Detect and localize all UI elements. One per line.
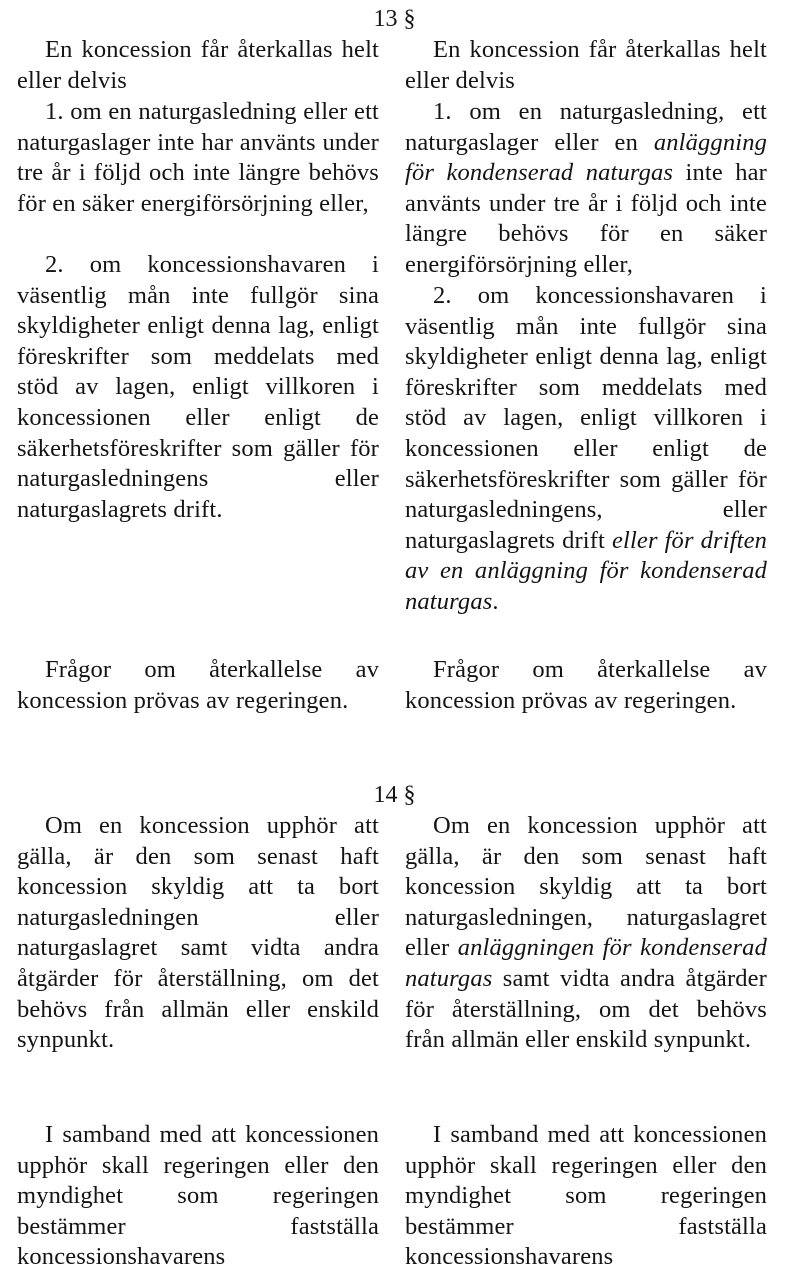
sec14-right-cessation: I samband med att koncessionen upphör skall regeringen eller den myndighet som regeringen bestämmer fastställa koncessionshavarens bbox=[405, 1121, 767, 1271]
sec13-right-p2-emphasis: eller för driften av en anläggning för kondenserad naturgas bbox=[405, 526, 767, 615]
sec13-left-intro: En koncession får återkallas helt eller delvis bbox=[17, 36, 379, 94]
sec13-left-point-2: 2. om koncessionshavaren i väsentlig mån inte fullgör sina skyldigheter enligt denna lag, enligt föreskrifter som meddelats med stöd av lagen, enligt villkoren i koncessionen eller enligt de säkerhetsföreskrifter som gäller för naturgasledningens eller naturgaslagrets drift. bbox=[17, 251, 379, 523]
sec14-right-removal-duty bbox=[405, 811, 767, 1056]
sec13-right-revocation-note: Frågor om återkallelse av koncession prövas av regeringen. bbox=[405, 656, 767, 714]
sec13-right-intro: En koncession får återkallas helt eller delvis bbox=[405, 36, 767, 94]
sec14-left-removal-duty: Om en koncession upphör att gälla, är den som senast haft koncession skyldig att ta bort naturgasledningen eller naturgaslagret samt vidta andra åtgärder för återställning, om det behövs från allmän eller enskild synpunkt. bbox=[17, 812, 379, 1054]
sec13-right-point-2 bbox=[405, 281, 767, 618]
sec14-right-p1-text-a: Om en koncession upphör att gälla, är den som senast haft koncession skyldig att ta bort naturgasledningen, naturgaslagret eller bbox=[405, 812, 767, 962]
sec13-left-revocation-note: Frågor om återkallelse av koncession prövas av regeringen. bbox=[17, 656, 379, 714]
sec13-right-point-1 bbox=[405, 97, 767, 281]
sec14-right-p1-text-b: samt vidta andra åtgärder för återställning, om det behövs från allmän eller enskild synpunkt. bbox=[405, 964, 767, 1054]
sec14-right-p1-emphasis: anläggningen för kondenserad naturgas bbox=[405, 934, 767, 992]
sec13-right-p1-text-a: 1. om en naturgasledning, ett naturgaslager eller en bbox=[405, 98, 767, 156]
sec13-right-p2-text-a: 2. om koncessionshavaren i väsentlig mån inte fullgör sina skyldigheter enligt denna lag, enligt föreskrifter som meddelats med stöd av lagen, enligt villkoren i koncessionen eller enligt de säkerhetsföreskrifter som gäller för naturgasledningens, eller naturgaslagrets drift bbox=[405, 282, 767, 554]
section-14-heading: 14 § bbox=[373, 782, 416, 808]
section-13-heading: 13 § bbox=[373, 6, 416, 32]
sec13-right-p1-text-b: inte har använts under tre år i följd och inte längre behövs för en säker energiförsörjning eller, bbox=[405, 159, 767, 278]
sec13-left-point-1: 1. om en naturgasledning eller ett naturgaslager inte har använts under tre år i följd och inte längre behövs för en säker energiförsörjning eller, bbox=[17, 98, 379, 217]
sec14-left-cessation: I samband med att koncessionen upphör skall regeringen eller den myndighet som regeringen bestämmer fastställa koncessionshavarens bbox=[17, 1121, 379, 1271]
sec13-right-p2-text-b: . bbox=[492, 587, 499, 615]
sec13-right-p1-emphasis: anläggning för kondenserad naturgas bbox=[405, 128, 767, 187]
